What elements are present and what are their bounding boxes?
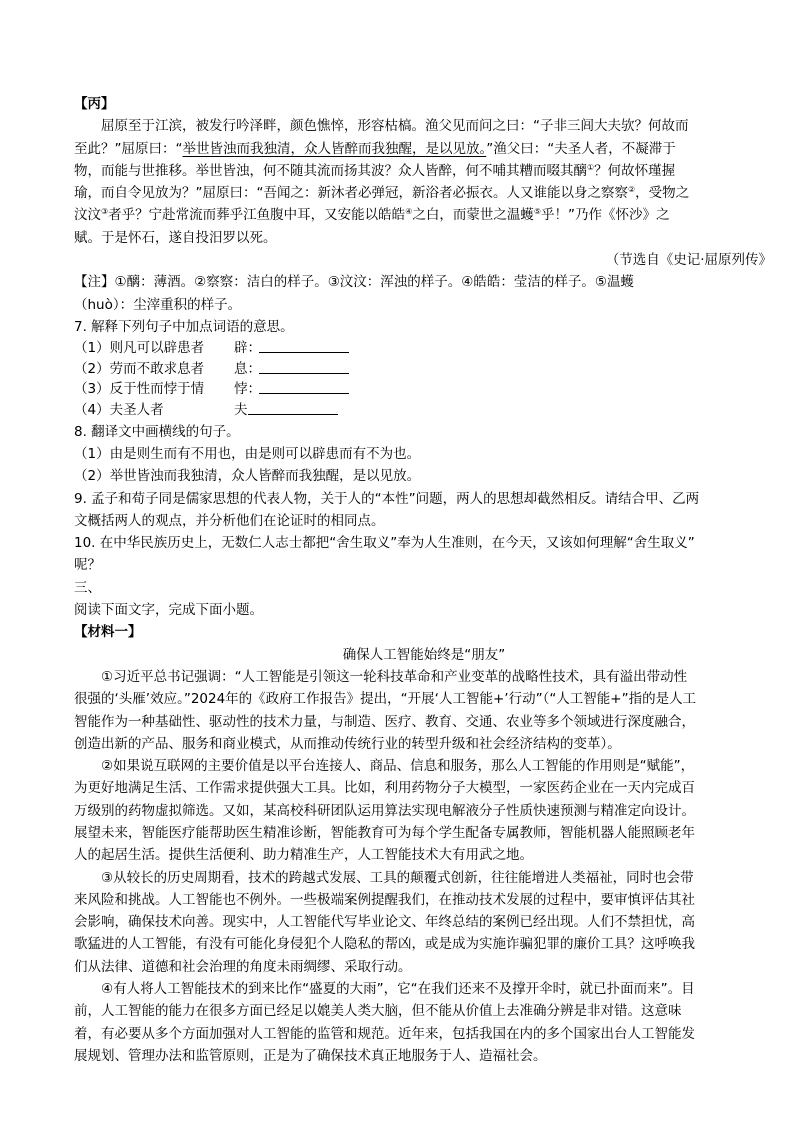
question-9: [74, 488, 774, 533]
article-paragraph-3: [74, 867, 774, 978]
question-8: [74, 421, 774, 488]
question-item: （3）反于性而悖于情 悖：: [74, 379, 774, 400]
article-line: 人的起居生活。提供生活便利、助力精准生产，人工智能技术大有用武之地。: [74, 847, 533, 864]
passage-line: 汶汶③者乎？宁赴常流而葬乎江鱼腹中耳，又安能以皓皓④之白，而蒙世之温蠖⑤乎！”乃作《怀沙》之: [74, 207, 670, 224]
note-mark: ③: [101, 207, 109, 217]
passage-line: 屈原至于江滨，被发行吟泽畔，颜色憔悴，形容枯槁。渔父见而问之曰：“子非三闾大夫欤？何故而: [101, 118, 689, 135]
passage-bing: [74, 115, 774, 316]
section-number: 三、: [74, 579, 101, 596]
question-stem: 10. 在中华民族历史上，无数仁人志士都把“舍生取义”奉为人生准则，在今天，又该如何理解“舍生取义”: [74, 535, 695, 552]
question-stem: 文概括两人的观点，并分析他们在论证时的相同点。: [74, 512, 385, 529]
article-line: 创造出新的产品、服务和商业模式，从而推动传统行业的转型升级和社会经济结构的变革）。: [74, 735, 621, 752]
document-page: [74, 93, 774, 1067]
article-paragraph-2: [74, 755, 774, 866]
article-line: 展望未来，智能医疗能帮助医生精准诊断，智能教育可为每个学生配备专属教师，智能机器人能照顾老年: [74, 824, 695, 841]
material-label: 【材料一】: [74, 624, 142, 641]
article-line: ①习近平总书记强调：“人工智能是引领这一轮科技革命和产业变革的战略性技术，具有溢出带动性: [101, 668, 688, 685]
article-line: 来风险和挑战。人工智能也不例外。一些极端案例提醒我们，在推动技术发展的过程中，要审慎评估其社: [74, 891, 695, 908]
article-line: ④有人将人工智能技术的到来比作“盛夏的大雨”，它“在我们还来不及撑开伞时，就已扑面而来”。目: [101, 981, 695, 998]
article-paragraph-4: [74, 978, 774, 1067]
passage-line: 赋。于是怀石，遂自投汨罗以死。: [74, 229, 277, 246]
annotation-notes: （huò）：尘滓重积的样子。: [74, 296, 242, 313]
passage-source: （节选自《史记·屈原列传》: [605, 252, 772, 269]
article-line: 很强的‘头雁’效应。”2024年的《政府工作报告》提出，“开展‘人工智能+’行动”（“人工智能+”指的是人工: [74, 691, 697, 708]
answer-blank[interactable]: [259, 379, 349, 394]
passage-line: 瑜，而自令见放为？”屈原曰：“吾闻之：新沐者必弹冠，新浴者必振衣。人又谁能以身之察察②，受物之: [74, 185, 690, 202]
article-line: 为更好地满足生活、工作需求提供强大工具。比如，利用药物分子大模型，一家医药企业在一天内完成百: [74, 780, 695, 797]
article-line: ②如果说互联网的主要价值是以平台连接人、商品、信息和服务，那么人工智能的作用则是“赋能”，: [101, 758, 695, 775]
annotation-notes: 【注】①醨：薄酒。②察察：洁白的样子。③汶汶：浑浊的样子。④皓皓：莹洁的样子。⑤温蠖: [74, 274, 635, 291]
question-stem: 9. 孟子和荀子同是儒家思想的代表人物，关于人的“本性”问题，两人的思想却截然相反。请结合甲、乙两: [74, 490, 700, 507]
question-stem: 8. 翻译文中画横线的句子。: [74, 423, 240, 440]
answer-blank[interactable]: [248, 400, 338, 415]
question-10: [74, 532, 774, 577]
note-mark: ④: [405, 207, 413, 217]
section-label-bing: 【丙】: [74, 96, 115, 112]
question-stem: 呢？: [74, 557, 101, 574]
question-item: （1）则凡可以辟患者 辟：: [74, 338, 774, 359]
article-line: 智能作为一种基础性、驱动性的技术力量，与制造、医疗、教育、交通、农业等多个领域进行深度融合，: [74, 713, 695, 730]
article-paragraph-1: [74, 666, 774, 755]
passage-line: 至此？”屈原曰：“举世皆浊而我独清，众人皆醉而我独醒，是以见放。”渔父曰：“夫圣人者，不凝滞于: [74, 140, 676, 157]
question-item: （1）由是则生而有不用也，由是则可以辟患而有不为也。: [74, 445, 421, 462]
passage-line: 物，而能与世推移。举世皆浊，何不随其流而扬其波？众人皆醉，何不哺其糟而啜其醨①？何故怀瑾握: [74, 162, 676, 179]
article-line: 展规划、管理办法和监管原则，正是为了确保技术真正地服务于人、造福社会。: [74, 1047, 547, 1064]
question-item: （2）劳而不敢求息者 息：: [74, 359, 774, 380]
article-line: ③从较长的历史周期看，技术的跨越式发展、工具的颠覆式创新，往往能增进人类福祉，同时也会带: [101, 869, 694, 886]
article-title: 确保人工智能始终是“朋友”: [342, 646, 506, 663]
note-mark: ⑤: [533, 207, 542, 217]
underlined-sentence: 举世皆浊而我独清，众人皆醉而我独醒，是以见放。: [182, 140, 487, 157]
article-line: 们从法律、道德和社会治理的角度未雨绸缪、采取行动。: [74, 958, 412, 975]
article-line: 万级别的药物虚拟筛选。又如，某高校科研团队运用算法实现电解液分子性质快速预测与精准定向设计。: [74, 802, 695, 819]
article-line: 会影响，确保技术向善。现实中，人工智能代写毕业论文、年终总结的案例已经出现。人们不禁担忧，高: [74, 914, 695, 931]
section-instruction: 阅读下面文字，完成下面小题。: [74, 602, 263, 619]
article-line: 着，有必要从多个方面加强对人工智能的监管和规范。近年来，包括我国在内的多个国家出台人工智能发: [74, 1025, 695, 1042]
answer-blank[interactable]: [259, 359, 349, 374]
article-line: 前，人工智能的能力在很多方面已经足以媲美人类大脑，但不能从价值上去准确分辨是非对错。这意味: [74, 1003, 682, 1020]
note-mark: ①: [587, 162, 595, 172]
section-three: [74, 577, 774, 1068]
question-stem: 7. 解释下列句子中加点词语的意思。: [74, 318, 294, 335]
note-mark: ②: [628, 185, 636, 195]
article-line: 歌猛进的人工智能，有没有可能化身侵犯个人隐私的帮凶，或是成为实施诈骗犯罪的廉价工具？这呼唤我: [74, 936, 695, 953]
question-item: （2）举世皆浊而我独清，众人皆醉而我独醒，是以见放。: [74, 468, 421, 485]
answer-blank[interactable]: [259, 338, 349, 353]
question-item: （4）夫圣人者 夫: [74, 400, 774, 421]
question-7: [74, 316, 774, 421]
